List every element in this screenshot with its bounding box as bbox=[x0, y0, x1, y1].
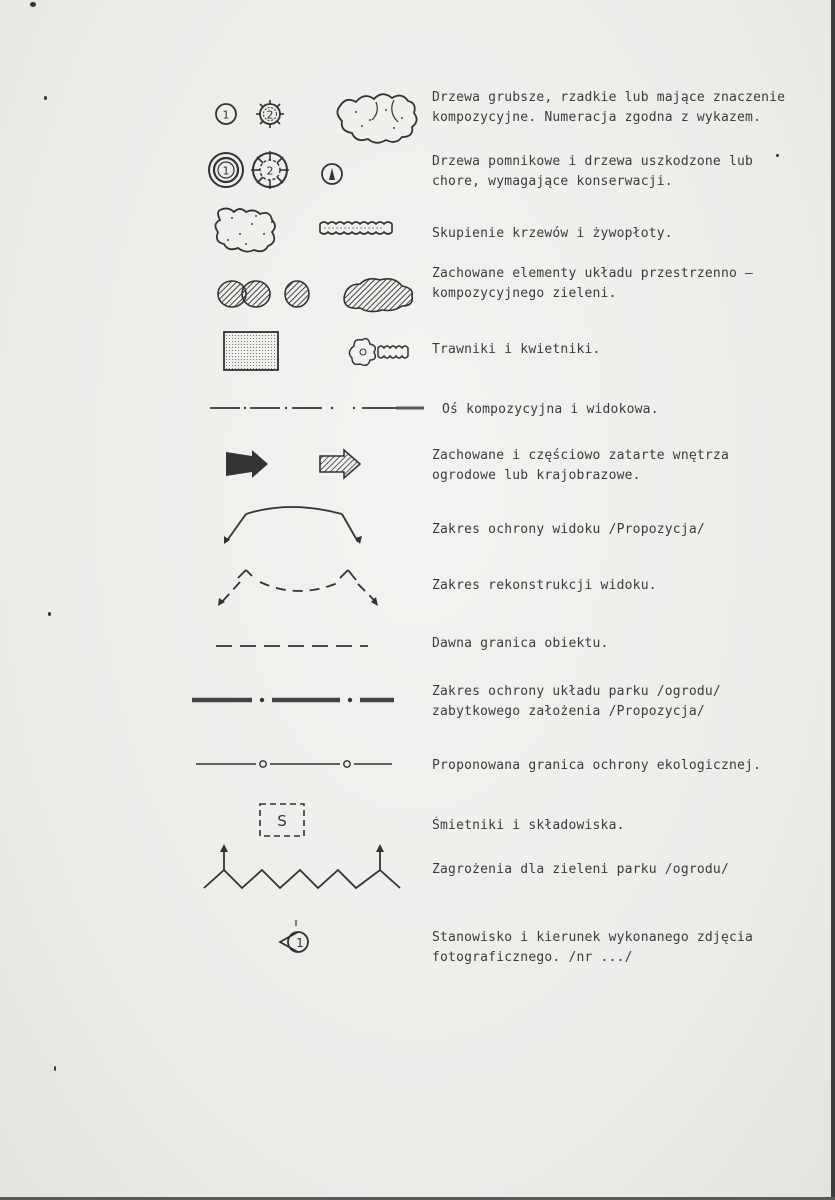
monument-tree-icon bbox=[180, 146, 430, 196]
tree-number: 1 bbox=[222, 164, 230, 178]
ecological-boundary-line-icon bbox=[180, 754, 430, 774]
legend-label: Śmietniki i składowiska. bbox=[432, 818, 625, 833]
park-protection-line-icon bbox=[180, 690, 430, 710]
lawn-flowerbed-icon bbox=[180, 328, 430, 378]
scan-speck bbox=[48, 612, 51, 616]
legend-label: Drzewa grubsze, rzadkie lub mające znaczenie kompozycyjne. Numeracja zgodna z wykazem. bbox=[432, 90, 786, 125]
legend-label: Skupienie krzewów i żywopłoty. bbox=[432, 226, 673, 241]
threat-zigzag-icon bbox=[180, 842, 430, 894]
photo-number: 1 bbox=[296, 936, 304, 950]
legend-label: Zakres ochrony układu parku /ogrodu/ zabytkowego założenia /Propozycja/ bbox=[432, 684, 721, 719]
photo-position-icon bbox=[180, 916, 430, 966]
tree-number: 2 bbox=[266, 164, 274, 178]
legend-label: Zakres ochrony widoku /Propozycja/ bbox=[432, 522, 705, 537]
tree-number: 2 bbox=[266, 108, 274, 122]
hatched-elements-icon bbox=[180, 270, 430, 320]
legend-label: Zachowane elementy układu przestrzenno – kompozycyjnego zieleni. bbox=[432, 266, 754, 301]
dump-letter: S bbox=[277, 812, 287, 830]
legend-label: Drzewa pomnikowe i drzewa uszkodzone lub chore, wymagające konserwacji. bbox=[432, 154, 754, 189]
legend-label: Dawna granica obiektu. bbox=[432, 636, 609, 651]
dump-square-icon bbox=[180, 800, 430, 844]
legend-label: Zagrożenia dla zieleni parku /ogrodu/ bbox=[432, 862, 729, 877]
tree-symbols-icon bbox=[180, 88, 430, 138]
legend-label: Zakres rekonstrukcji widoku. bbox=[432, 578, 657, 593]
page-edge-right bbox=[831, 0, 835, 1200]
scan-speck bbox=[54, 1066, 56, 1071]
legend-label: Trawniki i kwietniki. bbox=[432, 342, 601, 357]
shrub-hedge-icon bbox=[180, 204, 430, 254]
interior-arrows-icon bbox=[180, 446, 430, 486]
legend-label: Proponowana granica ochrony ekologicznej. bbox=[432, 758, 762, 773]
legend-label: Oś kompozycyjna i widokowa. bbox=[442, 402, 659, 417]
legend-label: Stanowisko i kierunek wykonanego zdjęcia fotograficznego. /nr .../ bbox=[432, 930, 754, 965]
view-protection-arc-icon bbox=[180, 506, 430, 556]
scan-speck bbox=[30, 2, 36, 7]
axis-line-icon bbox=[180, 396, 430, 420]
former-boundary-line-icon bbox=[180, 636, 430, 656]
view-reconstruction-arc-icon bbox=[180, 564, 430, 614]
scan-speck bbox=[44, 96, 47, 100]
tree-number: 1 bbox=[222, 108, 230, 122]
legend-label: Zachowane i częściowo zatarte wnętrza ogrodowe lub krajobrazowe. bbox=[432, 448, 729, 483]
